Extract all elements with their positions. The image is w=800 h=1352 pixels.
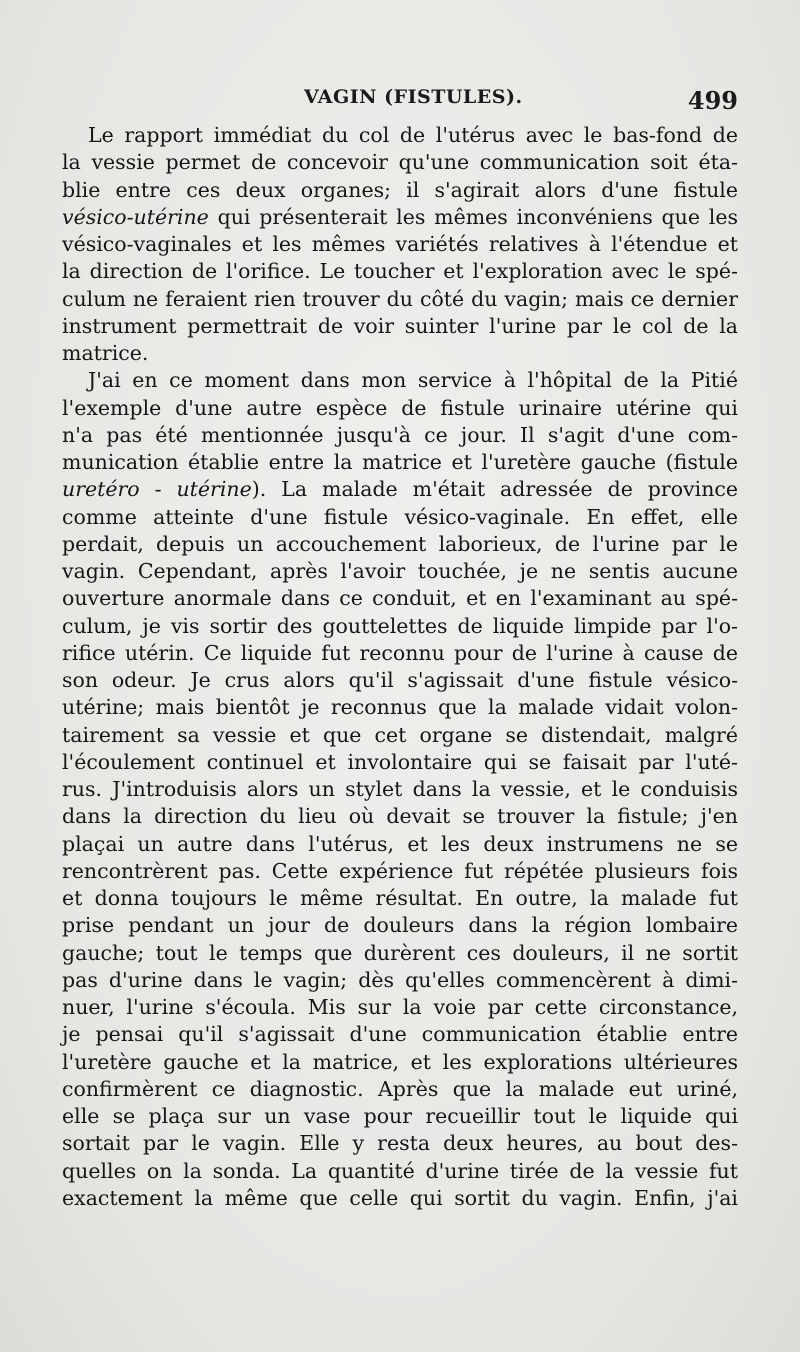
text-line: tairement sa vessie et que cet organe se distendait, malgré: [62, 722, 738, 747]
text-line: culum, je vis sortir des gouttelettes de liquide limpide par l'o-: [62, 613, 738, 638]
text-line: utérine; mais bientôt je reconnus que la malade vidait volon-: [62, 695, 738, 720]
text-line: munication établie entre la matrice et l'uretère gauche (fistule: [62, 450, 738, 474]
text-line: quelles on la sonda. La quantité d'urine tirée de la vessie fut: [62, 1158, 738, 1183]
text-line: blie entre ces deux organes; il s'agirait alors d'une fistule: [62, 177, 738, 202]
text-line: [62, 476, 738, 503]
text-line: la vessie permet de concevoir qu'une communication soit éta-: [62, 150, 738, 175]
text-line: l'exemple d'une autre espèce de fistule urinaire utérine qui: [62, 395, 738, 420]
text-line: gauche; tout le temps que durèrent ces douleurs, il ne sortit: [62, 940, 738, 965]
text-segment: qui présenterait les mêmes inconvéniens que les: [208, 204, 738, 229]
text-line: Le rapport immédiat du col de l'utérus avec le bas-fond de: [88, 123, 738, 147]
page-number: 499: [687, 86, 738, 115]
text-line: matrice.: [62, 341, 149, 365]
text-line: rifice utérin. Ce liquide fut reconnu pour de l'urine à cause de: [62, 640, 738, 665]
text-line: je pensai qu'il s'agissait d'une communication établie entre: [62, 1022, 738, 1047]
text-segment: ). La malade m'était adressée de province: [251, 477, 739, 502]
text-line: pas d'urine dans le vagin; dès qu'elles commencèrent à dimi-: [62, 967, 738, 992]
text-line: et donna toujours le même résultat. En outre, la malade fut: [62, 886, 738, 910]
text-line: J'ai en ce moment dans mon service à l'hôpital de la Pitié: [88, 368, 738, 393]
text-line: dans la direction du lieu où devait se trouver la fistule; j'en: [62, 804, 738, 829]
text-line: n'a pas été mentionnée jusqu'à ce jour. Il s'agit d'une com-: [62, 422, 738, 447]
italic-term: uretéro - utérine: [62, 477, 252, 502]
text-line: perdait, depuis un accouchement laborieux, de l'urine par le: [62, 531, 738, 556]
text-line: son odeur. Je crus alors qu'il s'agissait d'une fistule vésico-: [62, 668, 738, 692]
text-line: prise pendant un jour de douleurs dans la région lombaire: [62, 913, 738, 938]
text-line: vésico-vaginales et les mêmes variétés relatives à l'étendue et: [62, 232, 738, 256]
text-line: rencontrèrent pas. Cette expérience fut répétée plusieurs fois: [62, 858, 738, 883]
text-line: ouverture anormale dans ce conduit, et en l'examinant au spé-: [62, 586, 738, 611]
text-line: plaçai un autre dans l'utérus, et les deux instrumens ne se: [62, 831, 738, 856]
text-line: elle se plaça sur un vase pour recueillir tout le liquide qui: [62, 1104, 738, 1128]
text-line: [62, 204, 738, 231]
text-line: comme atteinte d'une fistule vésico-vaginale. En effet, elle: [62, 504, 738, 529]
body-text: [62, 122, 738, 1212]
text-line: l'uretère gauche et la matrice, et les explorations ultérieures: [62, 1049, 738, 1074]
text-line: vagin. Cependant, après l'avoir touchée, je ne sentis aucune: [62, 559, 738, 583]
running-head: VAGIN (FISTULES).: [304, 86, 523, 108]
text-line: confirmèrent ce diagnostic. Après que la malade eut uriné,: [62, 1076, 738, 1101]
text-line: sortait par le vagin. Elle y resta deux heures, au bout des-: [62, 1131, 738, 1156]
italic-term: vésico-utérine: [62, 204, 209, 229]
text-line: la direction de l'orifice. Le toucher et l'exploration avec le spé-: [62, 259, 738, 284]
text-line: exactement la même que celle qui sortit du vagin. Enfin, j'ai: [62, 1185, 738, 1210]
text-line: instrument permettrait de voir suinter l'urine par le col de la: [62, 313, 738, 338]
text-line: culum ne feraient rien trouver du côté du vagin; mais ce dernier: [62, 286, 738, 311]
text-line: rus. J'introduisis alors un stylet dans la vessie, et le conduisis: [62, 777, 738, 801]
page-header: [62, 86, 738, 116]
text-line: nuer, l'urine s'écoula. Mis sur la voie par cette circonstance,: [62, 995, 738, 1019]
text-line: l'écoulement continuel et involontaire qui se faisait par l'uté-: [62, 749, 738, 774]
